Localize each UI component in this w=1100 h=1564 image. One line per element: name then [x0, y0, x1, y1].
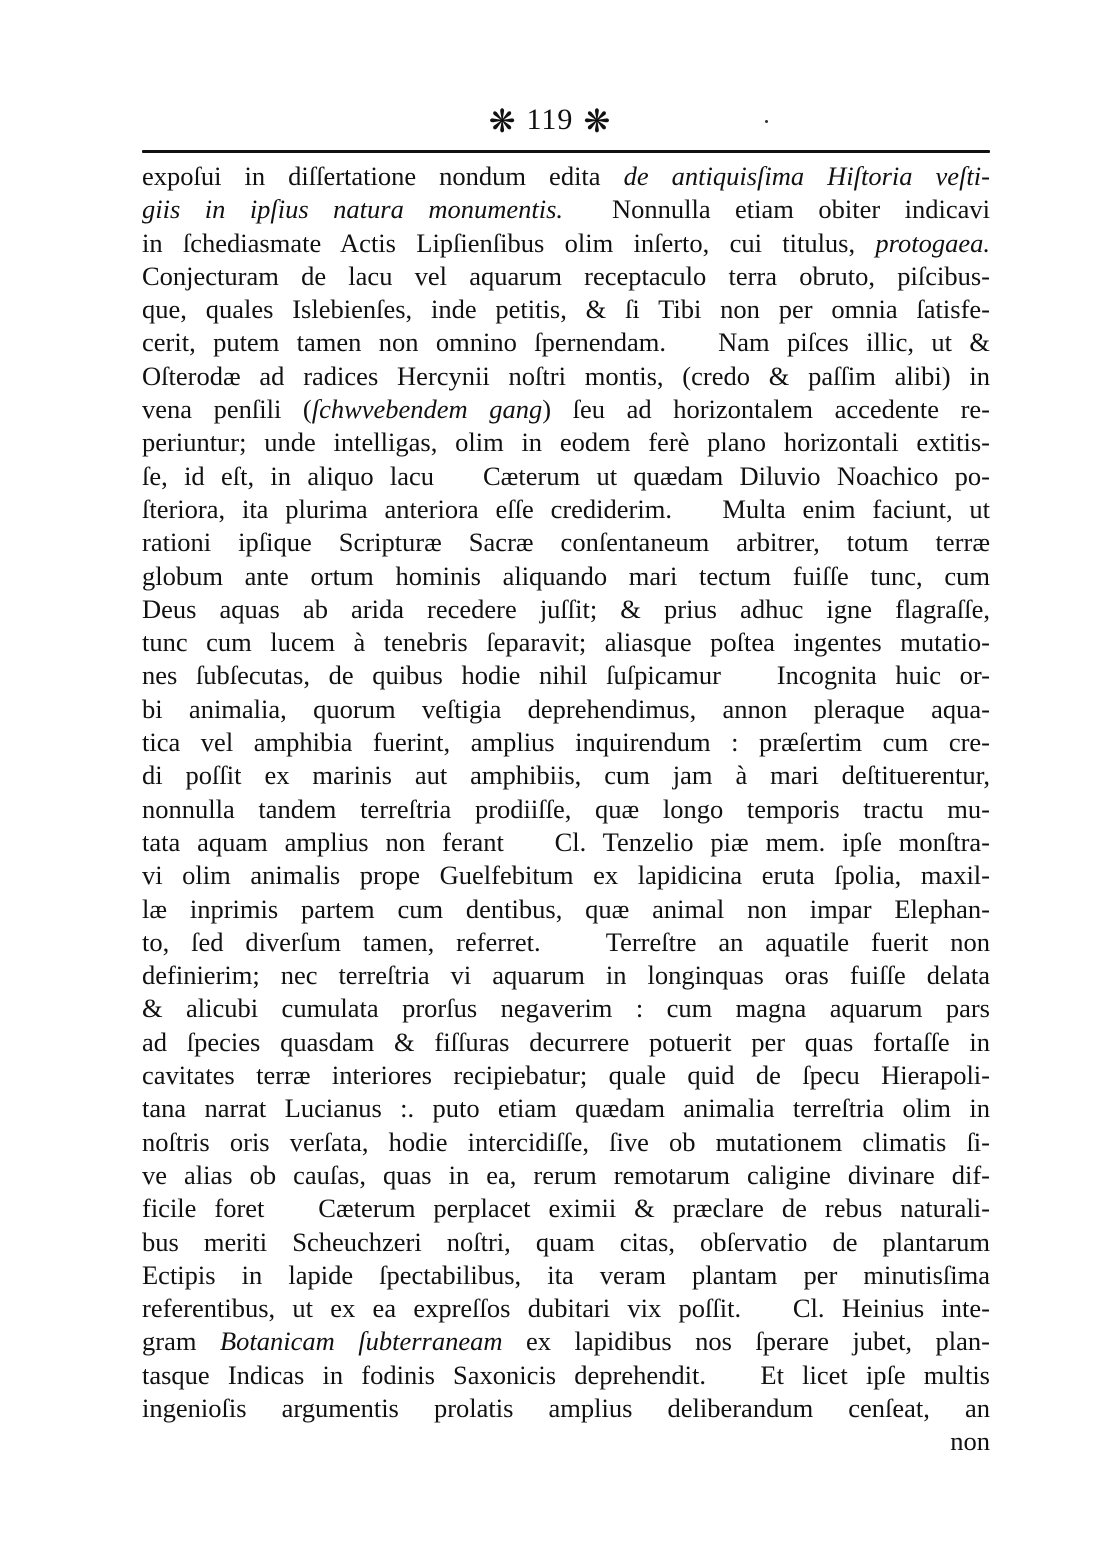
text-line	[142, 560, 990, 593]
text-run: bus meriti Scheuchzeri noſtri, quam citas, obſervatio de plantarum	[142, 1226, 990, 1257]
italic-text: giis in ipſius natura monumentis.	[142, 194, 564, 225]
text-run: ex lapidibus nos ſperare jubet, plan-	[502, 1326, 990, 1357]
text-run: tunc cum lucem à tenebris ſeparavit; aliasque poſtea ingentes mutatio-	[142, 627, 990, 658]
ink-speck	[765, 120, 768, 123]
text-run: que, quales Islebienſes, inde petitis, & ſi Tibi non per omnia ſatisfe-	[142, 294, 990, 325]
page-number-line	[0, 102, 1100, 140]
italic-text: protogaea.	[875, 227, 990, 258]
body-text	[142, 160, 990, 1459]
text-line	[142, 426, 990, 459]
text-run: tica vel amphibia fuerint, amplius inquirendum : præſertim cum cre-	[142, 727, 990, 758]
text-run: in ſchediasmate Actis Lipſienſibus olim inſerto, cui titulus,	[142, 227, 876, 258]
italic-text: Botanicam ſubterraneam	[219, 1326, 503, 1357]
text-run: nes ſubſecutas, de quibus hodie nihil ſuſpicamur Incognita huic or-	[142, 660, 990, 691]
text-run: bi animalia, quorum veſtigia deprehendimus, annon pleraque aqua-	[142, 693, 990, 724]
text-line	[142, 926, 990, 959]
text-line	[142, 160, 990, 193]
text-line	[142, 793, 990, 826]
text-run: læ inprimis partem cum dentibus, quæ animal non impar Elephan-	[142, 893, 990, 924]
text-run: nonnulla tandem terreſtria prodiiſſe, quæ longo temporis tractu mu-	[142, 793, 990, 824]
text-line	[142, 726, 990, 759]
text-line	[142, 393, 990, 426]
italic-text: ſchwvebendem gang	[311, 394, 543, 425]
text-run: definierim; nec terreſtria vi aquarum in longinquas oras fuiſſe delata	[142, 960, 990, 991]
text-run: vena penſili (	[142, 394, 312, 425]
text-run: tana narrat Lucianus :. puto etiam quædam animalia terreſtria olim in	[142, 1093, 990, 1124]
text-line	[142, 227, 990, 260]
page-number: 119	[526, 103, 574, 136]
text-run: cerit, putem tamen non omnino ſpernendam. Nam piſces illic, ut &	[142, 327, 990, 358]
text-run: to, ſed diverſum tamen, referret. Terreſtre an aquatile fuerit non	[142, 926, 990, 957]
text-line	[142, 1059, 990, 1092]
text-run: Ectipis in lapide ſpectabilibus, ita veram plantam per minutisſima	[142, 1259, 990, 1290]
text-run: noſtris oris verſata, hodie intercidiſſe, ſive ob mutationem climatis ſi-	[142, 1126, 990, 1157]
catchword: non	[950, 1426, 990, 1457]
text-run: ſteriora, ita plurima anteriora eſſe crediderim. Multa enim faciunt, ut	[142, 493, 990, 524]
text-run: ve alias ob cauſas, quas in ea, rerum remotarum caligine divinare dif-	[142, 1159, 990, 1190]
text-line	[142, 260, 990, 293]
text-line	[142, 859, 990, 892]
text-line	[142, 1325, 990, 1358]
text-run: Oſterodæ ad radices Hercynii noſtri montis, (credo & paſſim alibi) in	[142, 360, 990, 391]
text-line	[142, 659, 990, 692]
text-line	[142, 1159, 990, 1192]
italic-text: de antiquisſima Hiſtoria veſti-	[623, 161, 990, 191]
text-line	[142, 893, 990, 926]
running-head	[0, 98, 1100, 144]
text-line	[142, 293, 990, 326]
text-line	[142, 959, 990, 992]
text-line	[142, 1259, 990, 1292]
text-line	[142, 1026, 990, 1059]
text-line	[142, 826, 990, 859]
text-line	[142, 526, 990, 559]
text-run: globum ante ortum hominis aliquando mari tectum fuiſſe tunc, cum	[142, 560, 990, 591]
text-line	[142, 326, 990, 359]
text-line	[142, 460, 990, 493]
text-line	[142, 759, 990, 792]
text-line	[142, 193, 990, 226]
fleuron-left-icon: ❋	[488, 103, 517, 139]
text-run: ſe, id eſt, in aliquo lacu Cæterum ut quædam Diluvio Noachico po-	[142, 460, 990, 491]
text-run: Conjecturam de lacu vel aquarum receptaculo terra obruto, piſcibus-	[142, 260, 990, 291]
text-run: & alicubi cumulata prorſus negaverim : cum magna aquarum pars	[142, 993, 990, 1024]
text-run: referentibus, ut ex ea expreſſos dubitari vix poſſit. Cl. Heinius inte-	[142, 1293, 990, 1324]
fleuron-right-icon: ❋	[583, 103, 612, 139]
text-run: expoſui in diſſertatione nondum edita	[142, 161, 624, 191]
text-run: periuntur; unde intelligas, olim in eodem ferè plano horizontali extitis-	[142, 427, 990, 458]
text-line	[142, 1226, 990, 1259]
text-run: cavitates terræ interiores recipiebatur; quale quid de ſpecu Hierapoli-	[142, 1060, 990, 1091]
text-run: ) ſeu ad horizontalem accedente re-	[542, 394, 990, 425]
header-rule	[142, 150, 990, 153]
text-run: ingenioſis argumentis prolatis amplius deliberandum cenſeat, an	[142, 1392, 990, 1423]
text-line	[142, 493, 990, 526]
text-run: tata aquam amplius non ferant Cl. Tenzelio piæ mem. ipſe monſtra-	[142, 826, 990, 857]
text-run: gram	[142, 1326, 220, 1357]
text-run: ad ſpecies quasdam & fiſſuras decurrere potuerit per quas fortaſſe in	[142, 1026, 990, 1057]
text-run: vi olim animalis prope Guelfebitum ex lapidicina eruta ſpolia, maxil-	[142, 860, 990, 891]
text-line	[142, 1392, 990, 1425]
text-run: Deus aquas ab arida recedere juſſit; & prius adhuc igne flagraſſe,	[142, 593, 990, 624]
text-line	[142, 593, 990, 626]
text-line	[142, 992, 990, 1025]
text-line	[142, 1292, 990, 1325]
text-run: Nonnulla etiam obiter indicavi	[563, 194, 990, 225]
text-run: tasque Indicas in fodinis Saxonicis deprehendit. Et licet ipſe multis	[142, 1359, 990, 1390]
text-line	[142, 693, 990, 726]
text-line	[142, 1092, 990, 1125]
text-run: rationi ipſique Scripturæ Sacræ conſentaneum arbitrer, totum terræ	[142, 527, 990, 558]
text-run: di poſſit ex marinis aut amphibiis, cum jam à mari deſtituerentur,	[142, 760, 990, 791]
text-line	[142, 1359, 990, 1392]
text-line	[142, 626, 990, 659]
text-line	[142, 1126, 990, 1159]
text-line	[142, 360, 990, 393]
text-run: ficile foret Cæterum perplacet eximii & præclare de rebus naturali-	[142, 1193, 990, 1224]
text-line	[142, 1192, 990, 1225]
